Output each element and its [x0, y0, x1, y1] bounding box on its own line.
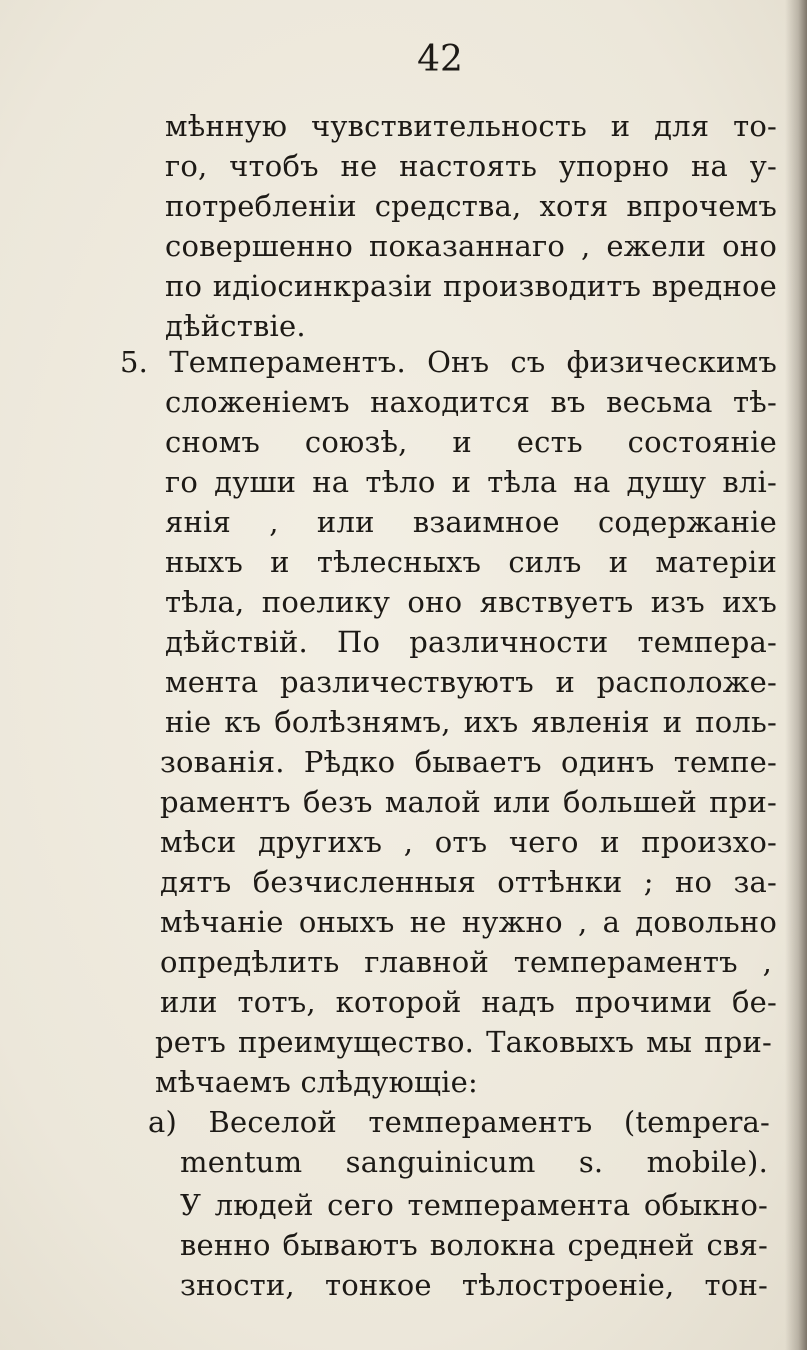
- text-line: мента различествуютъ и расположе-: [165, 665, 777, 699]
- text-line: зности, тонкое тѣлостроеніе, тон-: [180, 1268, 768, 1302]
- page-number: 42: [417, 39, 463, 80]
- text-line: по идіосинкразіи производитъ вредное: [165, 269, 777, 303]
- page-edge-shadow: [785, 0, 807, 1350]
- latin-term-line: mentum sanguinicum s. mobile).: [180, 1145, 768, 1179]
- text-line: янія , или взаимное содержаніе: [165, 505, 777, 539]
- text-line: тѣла, поелику оно явствуетъ изъ ихъ: [165, 585, 777, 619]
- text-line: мѣси другихъ , отъ чего и произхо-: [160, 825, 777, 859]
- text-line: мѣчаемъ слѣдующіе:: [155, 1065, 478, 1099]
- text-line: зованія. Рѣдко бываетъ одинъ темпе-: [160, 745, 777, 779]
- text-line: дѣйствіе.: [165, 309, 306, 343]
- text-line: мѣнную чувствительность и для то-: [165, 109, 777, 143]
- text-line: сложеніемъ находится въ весьма тѣ-: [165, 385, 777, 419]
- text-line: ніе къ болѣзнямъ, ихъ явленія и поль-: [165, 705, 777, 739]
- text-line: У людей сего темперамента обыкно-: [180, 1188, 768, 1222]
- text-line: сномъ союзѣ, и есть состояніе: [165, 425, 777, 459]
- text-line: го души на тѣло и тѣла на душу влі-: [165, 465, 777, 499]
- text-line: совершенно показаннаго , ежели оно: [165, 229, 777, 263]
- text-line: мѣчаніе оныхъ не нужно , а довольно: [160, 905, 777, 939]
- text-line: опредѣлить главной темпераментъ ,: [160, 945, 772, 979]
- text-line: ретъ преимущество. Таковыхъ мы при-: [155, 1025, 772, 1059]
- text-line: венно бываютъ волокна средней свя-: [180, 1228, 768, 1262]
- text-line: или тотъ, которой надъ прочими бе-: [160, 985, 777, 1019]
- text-line: потребленіи средства, хотя впрочемъ: [165, 189, 777, 223]
- subsection-heading-line: a) Веселой темпераментъ (tempera-: [148, 1105, 770, 1139]
- text-line: го, чтобъ не настоять упорно на у-: [165, 149, 777, 183]
- text-line: ныхъ и тѣлесныхъ силъ и матеріи: [165, 545, 777, 579]
- text-line: дятъ безчисленныя оттѣнки ; но за-: [160, 865, 777, 899]
- text-line: раментъ безъ малой или большей при-: [160, 785, 777, 819]
- section-heading-line: 5. Темпераментъ. Онъ съ физическимъ: [120, 345, 777, 379]
- text-line: дѣйствій. По различности темпера-: [165, 625, 777, 659]
